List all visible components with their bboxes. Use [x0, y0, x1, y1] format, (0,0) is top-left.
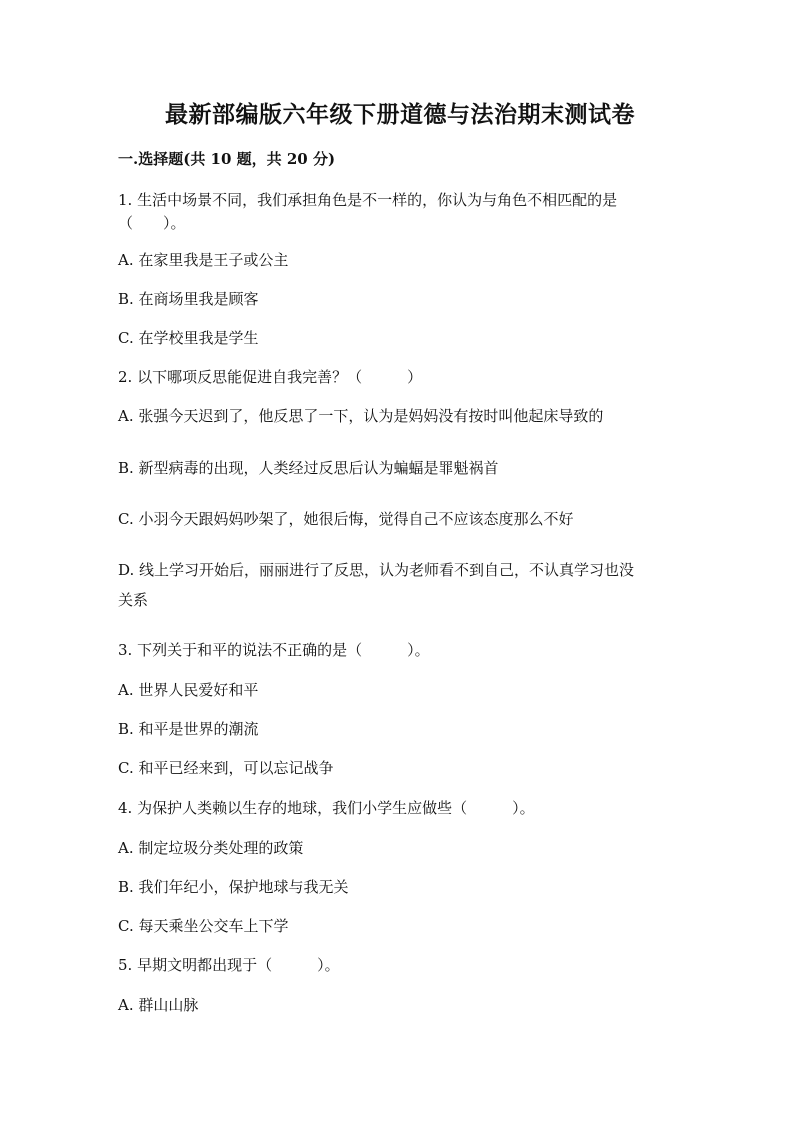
- question-3-option-b: B. 和平是世界的潮流: [118, 720, 259, 738]
- question-5-stem: 5. 早期文明都出现于（ ）。: [118, 956, 340, 974]
- question-5-option-a: A. 群山山脉: [118, 996, 199, 1014]
- question-1-stem-line-2: （ ）。: [118, 214, 186, 232]
- question-1-option-a: A. 在家里我是王子或公主: [118, 251, 289, 269]
- question-2-option-c: C. 小羽今天跟妈妈吵架了，她很后悔，觉得自己不应该态度那么不好: [118, 510, 574, 528]
- question-1-option-c: C. 在学校里我是学生: [118, 329, 259, 347]
- question-1-stem-line-1: 1. 生活中场景不同，我们承担角色是不一样的，你认为与角色不相匹配的是: [118, 191, 618, 209]
- question-3-option-c: C. 和平已经来到，可以忘记战争: [118, 759, 334, 777]
- question-2-option-d-line-2: 关系: [118, 591, 149, 609]
- question-1-option-b: B. 在商场里我是顾客: [118, 290, 259, 308]
- question-3-option-a: A. 世界人民爱好和平: [118, 681, 259, 699]
- question-2-stem: 2. 以下哪项反思能促进自我完善？（ ）: [118, 368, 423, 386]
- question-4-option-b: B. 我们年纪小，保护地球与我无关: [118, 878, 349, 896]
- question-4-stem: 4. 为保护人类赖以生存的地球，我们小学生应做些（ ）。: [118, 799, 535, 817]
- section-heading: 一.选择题(共 10 题，共 20 分): [118, 150, 336, 168]
- question-4-option-a: A. 制定垃圾分类处理的政策: [118, 839, 304, 857]
- question-2-option-a: A. 张强今天迟到了，他反思了一下，认为是妈妈没有按时叫他起床导致的: [118, 407, 604, 425]
- page-title: 最新部编版六年级下册道德与法治期末测试卷: [165, 101, 635, 128]
- question-4-option-c: C. 每天乘坐公交车上下学: [118, 917, 289, 935]
- question-2-option-b: B. 新型病毒的出现，人类经过反思后认为蝙蝠是罪魁祸首: [118, 459, 499, 477]
- question-3-stem: 3. 下列关于和平的说法不正确的是（ ）。: [118, 641, 430, 659]
- question-2-option-d-line-1: D. 线上学习开始后，丽丽进行了反思，认为老师看不到自己，不认真学习也没: [118, 561, 635, 579]
